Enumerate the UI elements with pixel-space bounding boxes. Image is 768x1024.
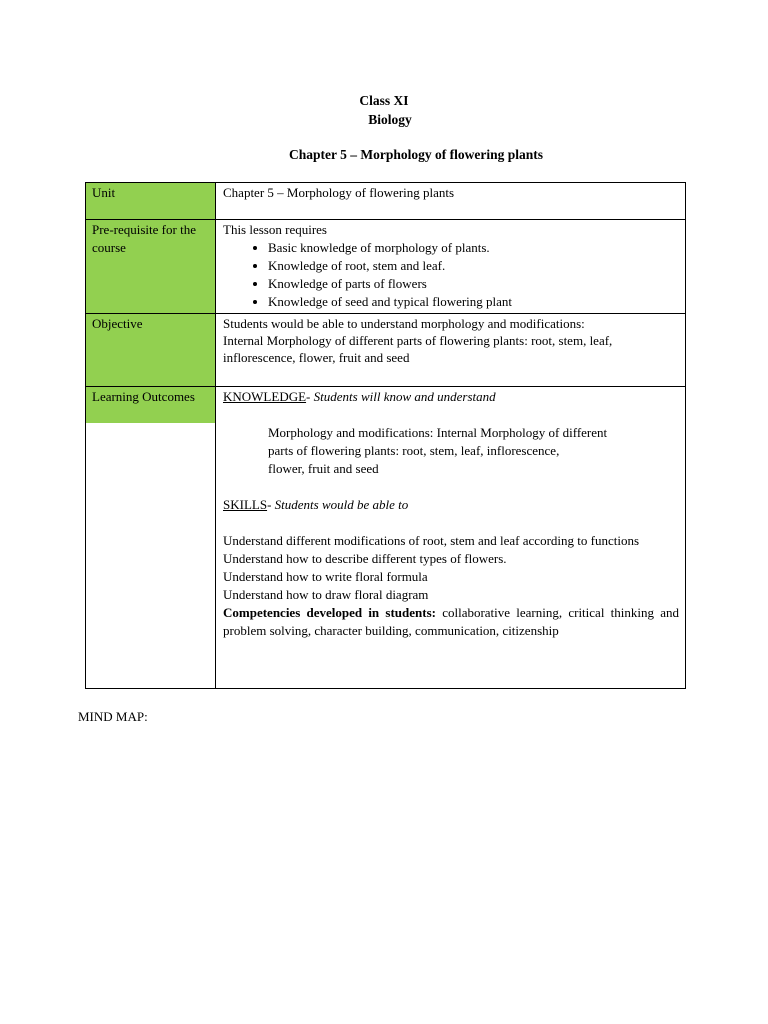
skills-subtitle: Students would be able to	[274, 497, 409, 512]
competencies-paragraph	[223, 604, 679, 640]
knowledge-dash: -	[306, 389, 314, 404]
list-item: • Knowledge of parts of flowers	[268, 275, 679, 293]
objective-content	[216, 314, 686, 387]
table-row-objective	[86, 314, 686, 387]
prereq-intro: This lesson requires	[223, 222, 327, 237]
knowledge-label: KNOWLEDGE	[223, 389, 307, 404]
class-title: Class XI	[359, 93, 409, 108]
table-row-outcomes	[86, 387, 686, 689]
list-item: • Basic knowledge of morphology of plants.	[268, 239, 679, 257]
skills-heading	[223, 496, 679, 514]
competencies-label: Competencies developed in students:	[223, 605, 436, 620]
competencies-text: collaborative learning, critical thinking and problem solving, character building, communication, citizenship	[223, 605, 679, 638]
knowledge-line: Morphology and modifications: Internal Morphology of different	[268, 425, 608, 440]
objective-line: inflorescence, flower, fruit and seed	[223, 350, 410, 365]
objective-line: Internal Morphology of different parts of flowering plants: root, stem, leaf,	[223, 333, 613, 348]
subject-title: Biology	[368, 112, 412, 127]
objective-label: Objective	[86, 314, 215, 386]
prereq-content	[216, 220, 686, 314]
table-row-unit	[86, 183, 686, 220]
skills-label: SKILLS	[223, 497, 268, 512]
skills-line: Understand different modifications of root, stem and leaf according to functions	[223, 533, 639, 548]
skills-line: Understand how to write floral formula	[223, 569, 428, 584]
chapter-title: Chapter 5 – Morphology of flowering plants	[288, 147, 543, 162]
knowledge-line: flower, fruit and seed	[268, 461, 379, 476]
unit-label: Unit	[86, 183, 215, 219]
lesson-plan-table	[85, 182, 686, 689]
prereq-list	[223, 239, 679, 311]
prereq-label-cell	[86, 220, 216, 314]
outcomes-content	[216, 387, 686, 689]
skills-line: Understand how to draw floral diagram	[223, 587, 429, 602]
prereq-label: Pre-requisite for the course	[86, 220, 215, 313]
skills-dash: -	[267, 497, 275, 512]
knowledge-heading	[223, 388, 679, 406]
list-item: • Knowledge of seed and typical flowering plant	[268, 293, 679, 311]
knowledge-subtitle: Students will know and understand	[313, 389, 496, 404]
mind-map-label: MIND MAP:	[78, 709, 148, 724]
knowledge-line: parts of flowering plants: root, stem, leaf, inflorescence,	[268, 443, 560, 458]
list-item: • Knowledge of root, stem and leaf.	[268, 257, 679, 275]
outcomes-label: Learning Outcomes	[86, 387, 215, 423]
table-row-prereq	[86, 220, 686, 314]
skills-line: Understand how to describe different types of flowers.	[223, 551, 507, 566]
outcomes-label-cell	[86, 387, 216, 689]
unit-value: Chapter 5 – Morphology of flowering plants	[216, 183, 686, 220]
unit-label-cell	[86, 183, 216, 220]
objective-line: Students would be able to understand morphology and modifications:	[223, 316, 585, 331]
objective-label-cell	[86, 314, 216, 387]
